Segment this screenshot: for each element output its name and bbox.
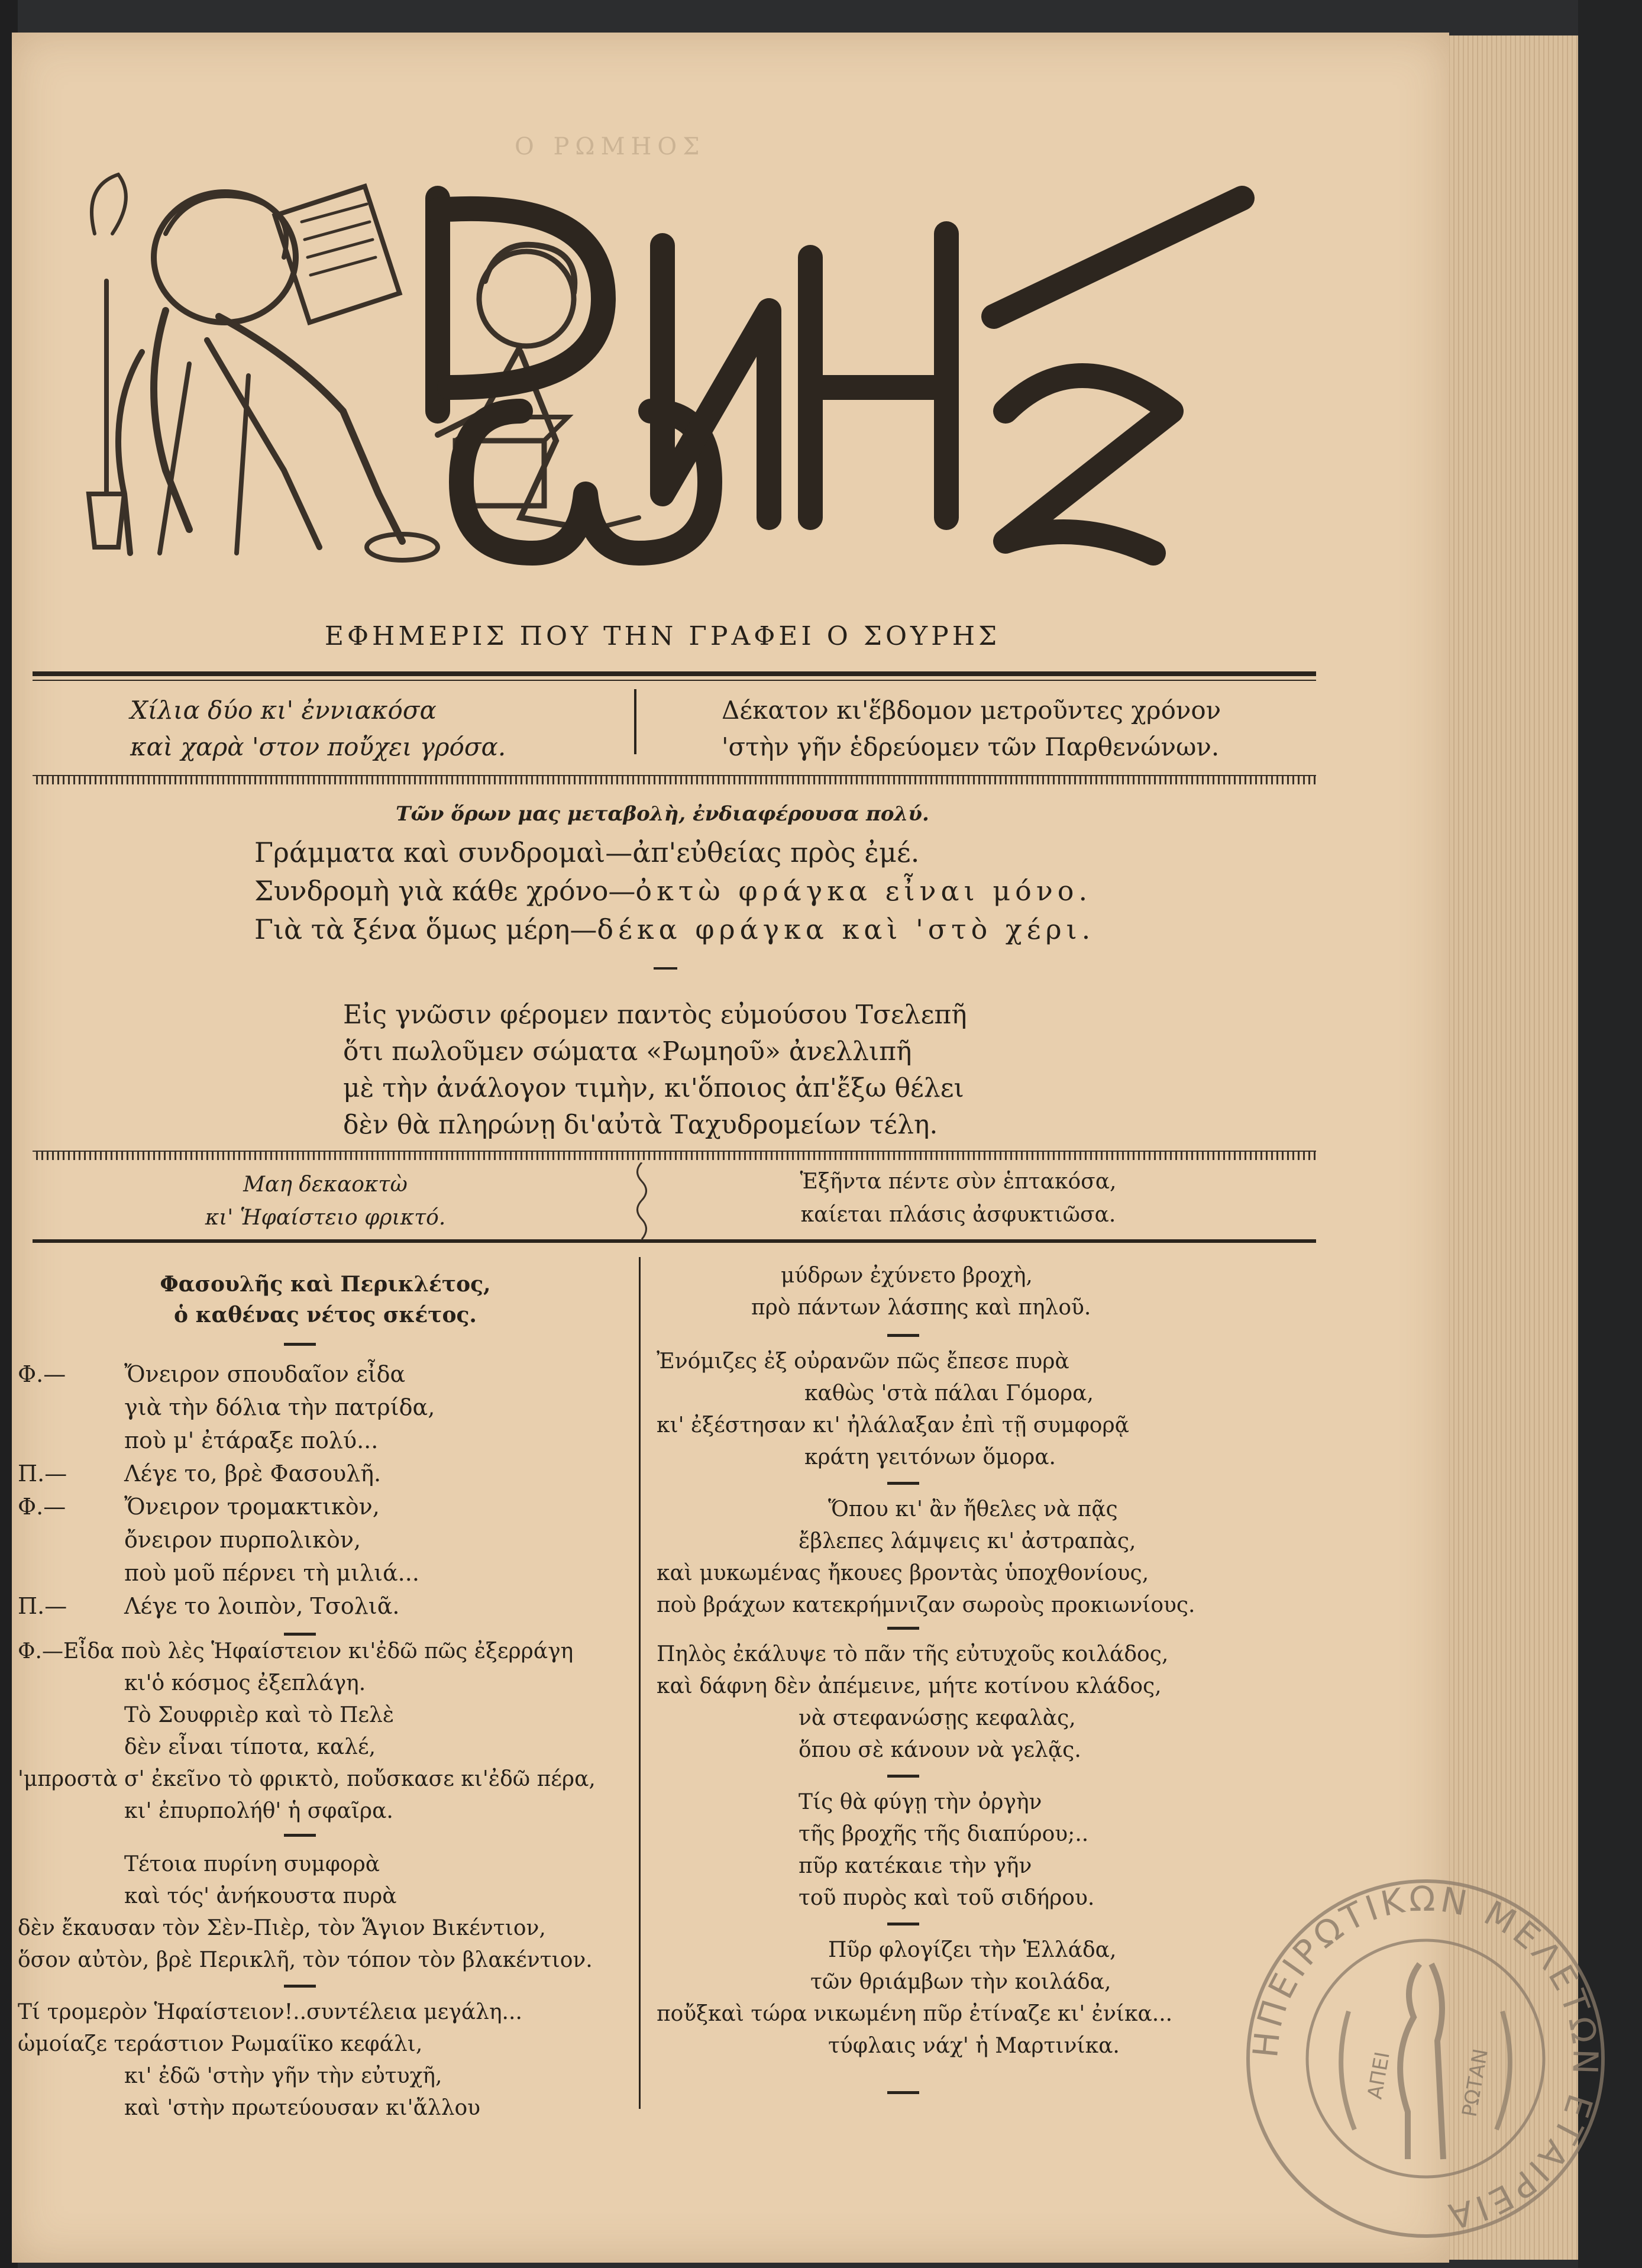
library-stamp — [1230, 1863, 1621, 2254]
terms-line-3: Γιὰ τὰ ξένα ὅμως μέρη—δέκα φράγκα καὶ 'στὸ χέρι. — [254, 913, 1095, 945]
terms-line-1: Γράμματα καὶ συνδρομαὶ—ἀπ'εὐθείας πρὸς ἐμέ. — [254, 836, 920, 868]
terms-end-mark — [654, 967, 677, 970]
epigraph-divider — [634, 689, 636, 754]
wavy-rule-2 — [33, 1151, 1316, 1160]
epigraph-left: Χίλια δύο κι' ἐννιακόσα καὶ χαρὰ 'στον ποὔχει γρόσα. — [130, 696, 506, 761]
right-d: Πηλὸς ἐκάλυψε τὸ πᾶν τῆς εὐτυχοῦς κοιλάδος, καὶ δάφνη δὲν ἀπέμεινε, μήτε κοτίνου κλάδος, νὰ στεφανώσῃς κεφαλὰς, ὅπου σὲ κάνουν νὰ γελᾷς. — [657, 1642, 1169, 1762]
stamp-ring-text: ΗΠΕΙΡΩΤΙΚΩΝ ΜΕΛΕΤΩΝ ΕΤΑΙΡΕΙΑ — [1245, 1878, 1606, 2237]
dash-5 — [887, 1334, 919, 1337]
dash-7 — [887, 1627, 919, 1630]
dialogue-d: Τί τρομερὸν Ἡφαίστειον!..συντέλεια μεγάλη... ὡμοίαζε τεράστιον Ρωμαίϊκο κεφάλι, κι' ἐδῶ 'στὴν γῆν τὴν εὐτυχῆ, καὶ 'στὴν πρωτεύουσαν κι'ἄλλου — [18, 2000, 522, 2120]
dash-10 — [887, 2091, 919, 2094]
epigraph-right: Δέκατον κι'ἕβδομον μετροῦντες χρόνον 'στὴν γῆν ἑδρεύομεν τῶν Παρθενώνων. — [722, 696, 1221, 761]
stamp-inner-left: ΑΠΕΙ — [1363, 2050, 1395, 2101]
stamp-inner-right: ΡΩΤΑΝ — [1457, 2047, 1493, 2119]
right-a: μύδρων ἐχύνετο βροχὴ, πρὸ πάντων λάσπης καὶ πηλοῦ. — [751, 1264, 1091, 1320]
date-left: Μαη δεκαοκτὼ κι' Ἡφαίστειο φρικτό. — [205, 1172, 446, 1230]
wavy-rule-1 — [33, 775, 1316, 784]
masthead-subtitle: ΕΦΗΜΕΡΙΣ ΠΟΥ ΤΗΝ ΓΡΑΦΕΙ Ο ΣΟΥΡΗΣ — [324, 621, 1001, 651]
date-rule — [33, 1239, 1316, 1243]
dash-1 — [284, 1343, 316, 1346]
terms-heading: Τῶν ὅρων μας μεταβολὴ, ἐνδιαφέρουσα πολύ. — [396, 802, 929, 826]
masthead-illustration — [71, 163, 1313, 612]
masthead-rule — [33, 671, 1316, 676]
dash-6 — [887, 1482, 919, 1485]
dash-3 — [284, 1834, 316, 1837]
right-f: Πῦρ φλογίζει τὴν Ἑλλάδα, τῶν θριάμβων τὴν κοιλάδα, ποὔξκαὶ τώρα νικωμένη πῦρ ἐτίναζε κι' ἐνίκα... τύφλαις νάχ' ἡ Μαρτινίκα. — [657, 1938, 1173, 2058]
poem-title: Φασουλῆς καὶ Περικλέτος, ὁ καθένας νέτος σκέτος. — [160, 1272, 491, 1327]
dialogue-b: Φ.—Εἶδα ποὺ λὲς Ἡφαίστειον κι'ἐδῶ πῶς ἐξερράγη κι'ὁ κόσμος ἐξεπλάγη. Τὸ Σουφριὲρ καὶ τὸ Πελὲ δὲν εἶναι τίποτα, καλέ, 'μπροστὰ σ' ἐκεῖνο τὸ φρικτὸ, ποὔσκασε κι'ἐδῶ πέρα, κι' ἐπυρπολήθ' ἡ σφαῖρα. — [18, 1639, 596, 1823]
right-c: Ὅπου κι' ἂν ἤθελες νὰ πᾷς ἔβλεπες λάμψεις κι' ἀστραπὰς, καὶ μυκωμένας ἤκουες βροντὰς ὑποχθονίους, ποὺ βράχων κατεκρήμνιζαν σωροὺς προκιωνίους. — [657, 1497, 1195, 1617]
date-divider — [633, 1162, 651, 1239]
masthead-rule-thin — [33, 680, 1316, 681]
right-b: Ἐνόμιζες ἐξ οὐρανῶν πῶς ἔπεσε πυρὰ καθὼς 'στὰ πάλαι Γόμορα, κι' ἐξέστησαν κι' ἠλάλαξαν ἐπὶ τῇ συμφορᾷ κράτη γειτόνων ὅμορα. — [657, 1349, 1129, 1469]
dash-4 — [284, 1985, 316, 1988]
dialogue-a: Φ.— Ὄνειρον σπουδαῖον εἶδα γιὰ τὴν δόλια τὴν πατρίδα, ποὺ μ' ἐτάραξε πολύ... Π.— Λέγε το, βρὲ Φασουλῆ. Φ.— Ὄνειρον τρομακτικὸν, ὄνειρον πυρπολικὸν, ποὺ μοῦ πέρνει τὴ μιλιά... Π.— Λέγε το λοιπὸν, Τσολιᾶ. — [18, 1361, 435, 1619]
date-right: Ἑξῆντα πέντε σὺν ἑπτακόσα, καίεται πλάσις ἀσφυκτιῶσα. — [800, 1169, 1117, 1227]
right-e: Τίς θὰ φύγῃ τὴν ὀργὴν τῆς βροχῆς τῆς διαπύρου;.. πῦρ κατέκαιε τὴν γῆν τοῦ πυρὸς καὶ τοῦ σιδήρου. — [799, 1790, 1095, 1910]
notice-block: Εἰς γνῶσιν φέρομεν παντὸς εὐμούσου Τσελεπῆ ὅτι πωλοῦμεν σώματα «Ρωμηοῦ» ἀνελλιπῆ μὲ τὴν ἀνάλογον τιμὴν, κι'ὅποιος ἀπ'ἔξω θέλει δὲν θὰ πληρώνῃ δι'αὐτὰ Ταχυδρομείων τέλη. — [343, 1000, 967, 1140]
terms-line-2: Συνδρομὴ γιὰ κάθε χρόνο—ὀκτὼ φράγκα εἶναι μόνο. — [254, 875, 1092, 907]
dialogue-c: Τέτοια πυρίνη συμφορὰ καὶ τός' ἀνήκουστα πυρὰ δὲν ἔκαυσαν τὸν Σὲν-Πιὲρ, τὸν Ἅγιον Βικέντιον, ὅσον αὐτὸν, βρὲ Περικλῆ, τὸν τόπον τὸν βλακέντιον. — [18, 1852, 593, 1972]
running-head: Ο ΡΩΜΗΟΣ — [515, 133, 706, 160]
dash-8 — [887, 1775, 919, 1778]
dash-9 — [887, 1923, 919, 1925]
column-divider — [639, 1257, 641, 2109]
